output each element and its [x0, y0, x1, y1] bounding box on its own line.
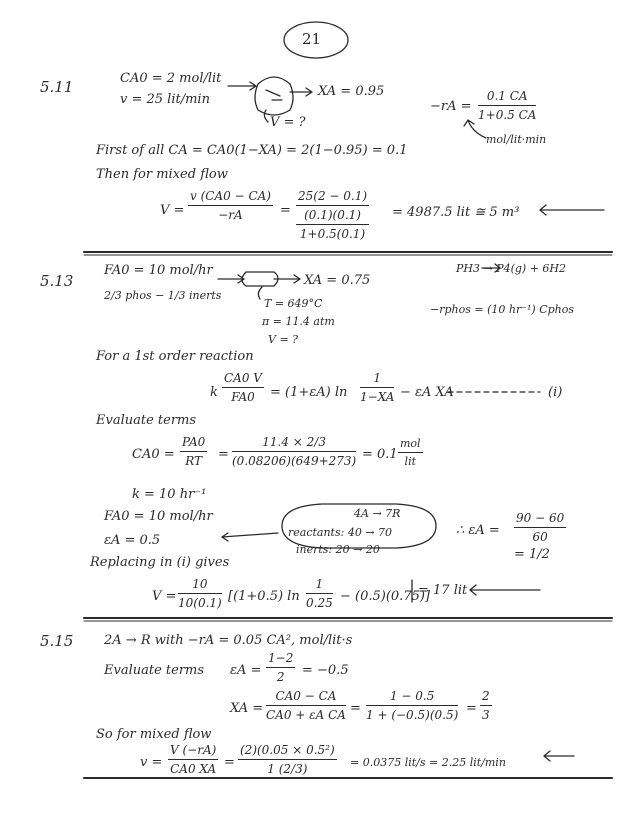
feed-513: 2/3 phos − 1/3 inerts: [104, 289, 222, 302]
ca0-result-513: = 0.1: [362, 447, 398, 462]
eps-frac-513: [514, 512, 566, 543]
k-den-513: FA0: [231, 390, 255, 404]
ca0-lhs-513: CA0 =: [132, 447, 175, 462]
vq-513: V = ?: [268, 333, 299, 346]
box-head-513: 4A → 7R: [354, 507, 401, 520]
final-tail-513: − (0.5)(0.75)]: [340, 589, 431, 604]
problem-label-511: 5.11: [40, 78, 74, 96]
final-ln-num: 1: [306, 578, 333, 594]
xa-lhs-515: XA =: [230, 701, 264, 716]
k-rhs-513: = (1+εA) ln: [270, 385, 348, 400]
v-num2-515: (2)(0.05 × 0.5²): [238, 744, 337, 760]
k-num-513: CA0 V: [222, 372, 264, 388]
v-frac-515: [168, 744, 218, 775]
fao-513: FA0 = 10 mol/hr: [104, 263, 213, 278]
xa-frac-515: [266, 690, 346, 721]
therefore-513: ∴ εA =: [456, 523, 500, 538]
frac1-num-511: v (CA0 − CA): [188, 190, 273, 206]
vq-511: V = ?: [270, 115, 306, 130]
evaluate-515: Evaluate terms: [104, 663, 205, 678]
ca0-units-513: [398, 438, 423, 467]
xa-num-515: CA0 − CA: [266, 690, 346, 706]
ln-num-513: 1: [360, 372, 394, 388]
ca0-f1-513: [180, 436, 207, 467]
v-den-515: CA0 XA: [170, 762, 217, 776]
eps-den-513: 60: [532, 530, 548, 544]
eps-half-513: = 1/2: [514, 547, 550, 562]
ca0-f2-den: (0.08206)(649+273): [232, 454, 357, 468]
result-arrow-513: [470, 585, 540, 595]
xa-den2-515: 1 + (−0.5)(0.5): [366, 708, 459, 722]
mixed-515: So for mixed flow: [96, 727, 212, 742]
final-result-513: = 17 lit: [418, 583, 468, 598]
problem-label-513: 5.13: [40, 272, 74, 290]
rate-513: −rphos = (10 hr⁻¹) Cphos: [430, 303, 575, 316]
k-lhs-513: k: [210, 385, 218, 400]
cao-511: CA0 = 2 mol/lit: [120, 71, 222, 86]
reactor-sketch-511: [255, 77, 293, 115]
xa-eq-515: =: [350, 701, 361, 716]
ca0-units-den: lit: [404, 455, 417, 468]
ca0-f1-num: PA0: [180, 436, 207, 452]
box-r1-513: reactants: 40 → 70: [288, 526, 393, 539]
v-eq-515: =: [224, 755, 235, 770]
line2-511: Then for mixed flow: [96, 167, 228, 182]
rate-units-511: mol/lit·min: [486, 133, 547, 146]
xa-res-num: 2: [480, 690, 492, 706]
eq-tag-513: (i): [548, 385, 563, 400]
eps-frac-515: [266, 652, 295, 683]
xa-frac2-515: [366, 690, 458, 721]
frac1-den-511: −rA: [218, 208, 243, 222]
frac2-den-b-511: 1+0.5(0.1): [299, 227, 366, 241]
eps-num-515: 1−2: [266, 652, 295, 668]
eps-lhs-515: εA =: [230, 663, 262, 678]
v-den2-515: 1 (2/3): [267, 762, 308, 776]
reactor-sketch-513: [242, 272, 278, 286]
ln-frac-513: [360, 372, 394, 403]
problem-label-515: 5.15: [40, 632, 74, 650]
ca0-eq-513: =: [218, 447, 229, 462]
ln-den-513: 1−XA: [360, 390, 395, 404]
v-res-515: = 0.0375 lit/s = 2.25 lit/min: [350, 756, 506, 769]
final-frac-513: [178, 578, 222, 609]
temp-513: T = 649°C: [264, 297, 323, 310]
box-r2-513: inerts: 20 → 20: [296, 543, 380, 556]
replacing-513: Replacing in (i) gives: [90, 555, 230, 570]
fao-val-513: FA0 = 10 mol/hr: [104, 509, 213, 524]
rate-lhs-511: −rA =: [430, 99, 472, 114]
k-frac-513: [222, 372, 264, 403]
final-ln-frac-513: [306, 578, 333, 609]
final-den-513: 10(0.1): [178, 596, 222, 610]
eps-den-515: 2: [276, 670, 285, 684]
first-order-513: For a 1st order reaction: [96, 349, 254, 364]
xa-513: XA = 0.75: [304, 273, 371, 288]
final-v-513: V =: [152, 589, 177, 604]
k-tail-513: − εA XA: [400, 385, 454, 400]
press-513: π = 11.4 atm: [262, 315, 335, 328]
frac2-511: [296, 190, 369, 240]
rate-den-511: 1+0.5 CA: [478, 108, 537, 122]
reaction-513: PH3 → P4(g) + 6H2: [456, 262, 567, 275]
final-body-513: [(1+0.5) ln: [228, 589, 300, 604]
xa-511: XA = 0.95: [318, 84, 385, 99]
ca0-units-num: mol: [398, 438, 423, 453]
page-number: 21: [302, 30, 322, 48]
result-arrow-511: [540, 205, 604, 215]
flow-511: v = 25 lit/min: [120, 92, 210, 107]
xa-num2-515: 1 − 0.5: [366, 690, 458, 706]
result-arrow-515: [544, 751, 574, 761]
final-num-513: 10: [178, 578, 222, 594]
rate-num-511: 0.1 CA: [478, 90, 536, 106]
v-num-515: V (−rA): [168, 744, 218, 760]
eq2-511: =: [280, 203, 291, 218]
reaction-515: 2A → R with −rA = 0.05 CA², mol/lit·s: [104, 633, 353, 648]
frac2-den-a-511: (0.1)(0.1): [296, 206, 369, 225]
v-eq-511: V =: [160, 203, 185, 218]
v-lhs-515: v =: [140, 755, 163, 770]
frac2-num-511: 25(2 − 0.1): [296, 190, 369, 206]
eps-val-513: εA = 0.5: [104, 533, 161, 548]
rate-fraction-511: [478, 90, 536, 121]
result-511: = 4987.5 lit ≅ 5 m³: [392, 205, 520, 220]
evaluate-513: Evaluate terms: [96, 413, 197, 428]
inlet-arrow-511: [228, 82, 256, 90]
xa-den-515: CA0 + εA CA: [266, 708, 346, 722]
final-ln-den: 0.25: [306, 596, 333, 610]
ca0-f1-den: RT: [185, 454, 203, 468]
eps-num-513: 90 − 60: [514, 512, 566, 528]
xa-res-den: 3: [482, 708, 490, 722]
line1-511: First of all CA = CA0(1−XA) = 2(1−0.95) = 0.1: [96, 143, 408, 158]
xa-res-515: [480, 690, 492, 721]
eps-res-515: = −0.5: [302, 663, 349, 678]
k-val-513: k = 10 hr⁻¹: [132, 487, 207, 502]
v-frac2-515: [238, 744, 337, 775]
xa-eq2-515: =: [466, 701, 477, 716]
ca0-f2-num: 11.4 × 2/3: [232, 436, 356, 452]
frac1-511: [188, 190, 273, 221]
ca0-f2-513: [232, 436, 356, 467]
